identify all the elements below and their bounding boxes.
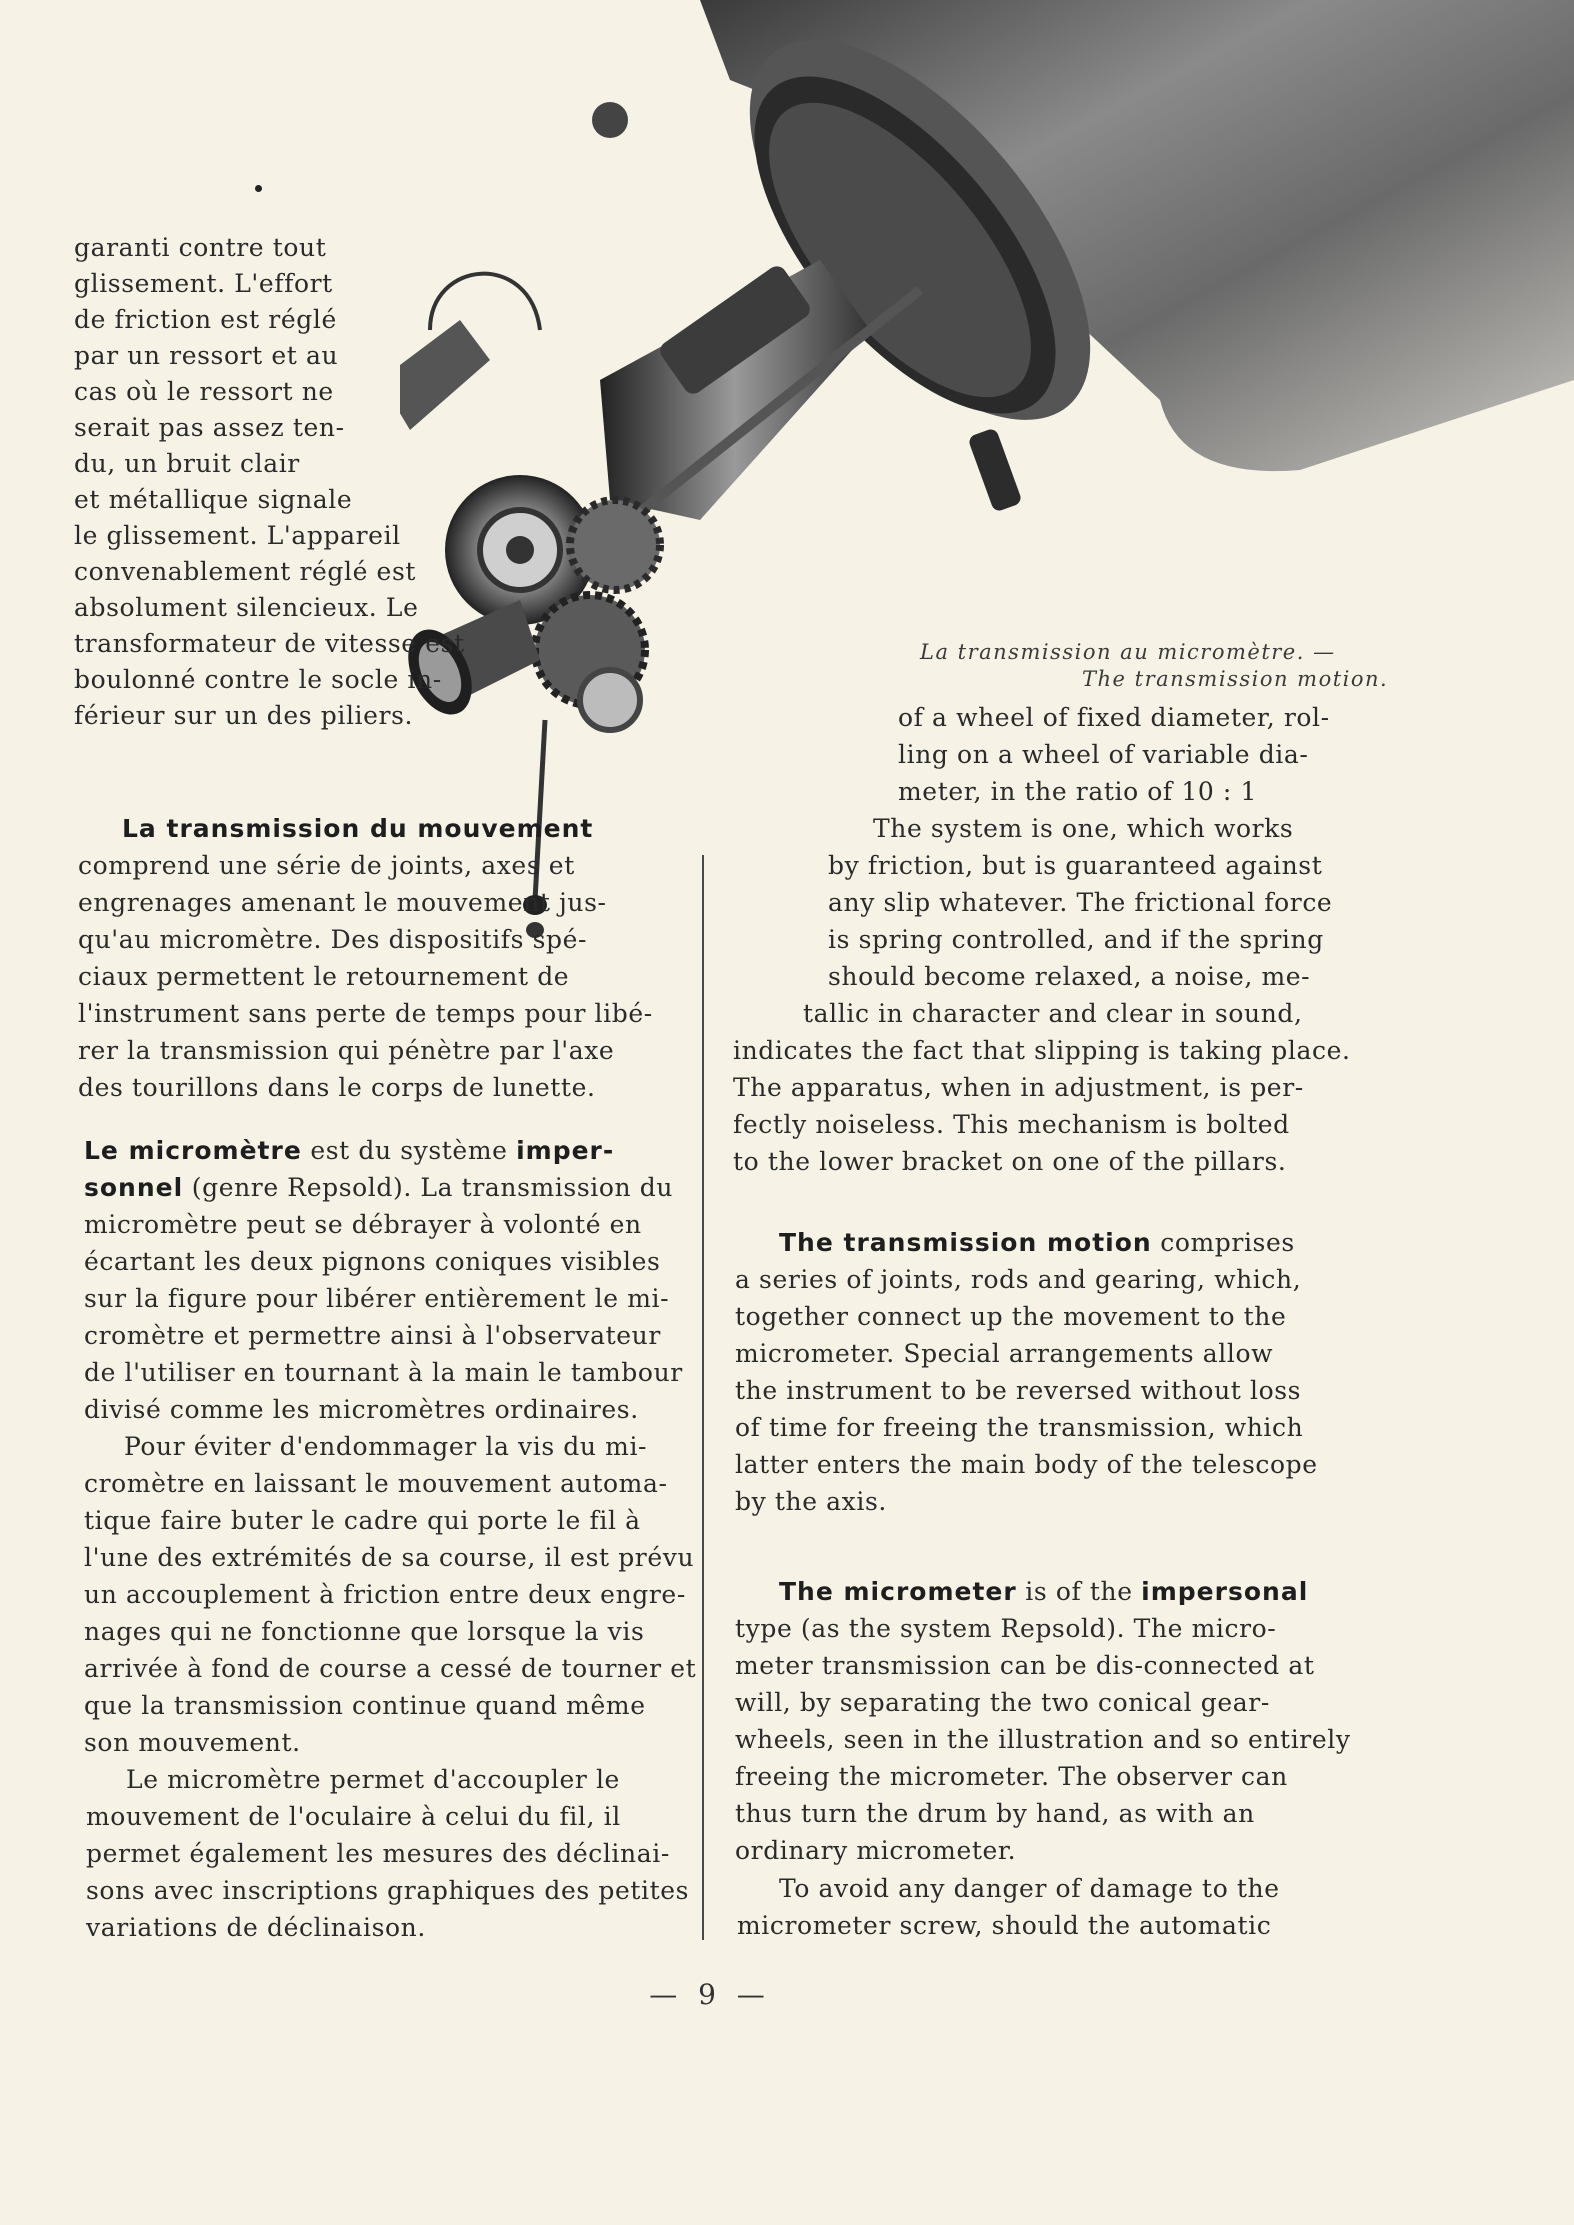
text-line: arrivée à fond de course a cessé de tourner et: [84, 1654, 697, 1683]
inline-heading: The micrometer: [779, 1577, 1017, 1606]
text-line: ciaux permettent le retournement de: [78, 962, 570, 991]
text-line: sons avec inscriptions graphiques des petites: [86, 1876, 690, 1905]
text-line: by the axis.: [735, 1487, 887, 1516]
text-line: of time for freeing the transmission, which: [735, 1413, 1304, 1442]
print-mark: [255, 185, 262, 192]
text-line: que la transmission continue quand même: [84, 1691, 646, 1720]
text-line: divisé comme les micromètres ordinaires.: [84, 1395, 639, 1424]
text-line: latter enters the main body of the telescope: [735, 1450, 1318, 1479]
text-line: [84, 1170, 673, 1206]
figure-caption-fr: La transmission au micromètre. —: [920, 640, 1336, 664]
text-line: meter transmission can be dis-connected at: [735, 1651, 1315, 1680]
text-line: is spring controlled, and if the spring: [828, 925, 1324, 954]
text-line: should become relaxed, a noise, me-: [828, 962, 1311, 991]
text-line: To avoid any danger of damage to the: [779, 1874, 1280, 1903]
text-line: [84, 1133, 614, 1169]
text-line: cas où le ressort ne: [74, 377, 334, 406]
text-line: Le micromètre permet d'accoupler le: [126, 1765, 620, 1794]
text-line: together connect up the movement to the: [735, 1302, 1287, 1331]
text-line: écartant les deux pignons coniques visibles: [84, 1247, 661, 1276]
text-line: cromètre et permettre ainsi à l'observateur: [84, 1321, 661, 1350]
text-line: a series of joints, rods and gearing, which,: [735, 1265, 1302, 1294]
text-line: absolument silencieux. Le: [74, 593, 419, 622]
text-line: The apparatus, when in adjustment, is per-: [733, 1073, 1304, 1102]
column-divider: [702, 855, 704, 1940]
text-line: et métallique signale: [74, 485, 353, 514]
text-line: mouvement de l'oculaire à celui du fil, il: [86, 1802, 621, 1831]
text-line: par un ressort et au: [74, 341, 339, 370]
text-line: Pour éviter d'endommager la vis du mi-: [124, 1432, 648, 1461]
text-line: of a wheel of fixed diameter, rol-: [898, 703, 1330, 732]
figure-caption-en: The transmission motion.: [1082, 667, 1389, 691]
text-line: sur la figure pour libérer entièrement le mi-: [84, 1284, 670, 1313]
text-line: indicates the fact that slipping is taking place.: [733, 1036, 1351, 1065]
text-line: qu'au micromètre. Des dispositifs spé-: [78, 925, 588, 954]
text-line: micrometer. Special arrangements allow: [735, 1339, 1274, 1368]
text-line: de friction est réglé: [74, 305, 337, 334]
text-line: will, by separating the two conical gear-: [735, 1688, 1270, 1717]
text-line: engrenages amenant le mouvement jus-: [78, 888, 607, 917]
text-line: des tourillons dans le corps de lunette.: [78, 1073, 596, 1102]
text-line: de l'utiliser en tournant à la main le tambour: [84, 1358, 683, 1387]
text-line: férieur sur un des piliers.: [74, 701, 414, 730]
text-line: transformateur de vitesse est: [74, 629, 465, 658]
text-line: [779, 1225, 1295, 1261]
text-line: the instrument to be reversed without loss: [735, 1376, 1302, 1405]
inline-text: comprises: [1151, 1228, 1295, 1257]
text-line: ordinary micrometer.: [735, 1836, 1017, 1865]
inline-text: (genre Repsold). La transmission du: [183, 1173, 674, 1202]
text-line: glissement. L'effort: [74, 269, 333, 298]
inline-text: is of the: [1016, 1577, 1142, 1606]
text-line: nages qui ne fonctionne que lorsque la vis: [84, 1617, 645, 1646]
text-line: type (as the system Repsold). The micro-: [735, 1614, 1277, 1643]
inline-text: est du système: [301, 1136, 517, 1165]
text-line: serait pas assez ten-: [74, 413, 345, 442]
section-heading: La transmission du mouvement: [122, 814, 594, 843]
text-line: micrometer screw, should the automatic: [737, 1911, 1272, 1940]
text-line: to the lower bracket on one of the pillars.: [733, 1147, 1287, 1176]
text-line: The system is one, which works: [873, 814, 1294, 843]
text-line: rer la transmission qui pénètre par l'axe: [78, 1036, 615, 1065]
text-line: thus turn the drum by hand, as with an: [735, 1799, 1255, 1828]
text-line: meter, in the ratio of 10 : 1: [898, 777, 1257, 806]
text-line: fectly noiseless. This mechanism is bolted: [733, 1110, 1290, 1139]
text-line: convenablement réglé est: [74, 557, 417, 586]
text-line: tique faire buter le cadre qui porte le fil à: [84, 1506, 641, 1535]
text-line: wheels, seen in the illustration and so entirely: [735, 1725, 1351, 1754]
text-line: any slip whatever. The frictional force: [828, 888, 1333, 917]
text-line: l'une des extrémités de sa course, il est prévu: [84, 1543, 695, 1572]
text-line: l'instrument sans perte de temps pour libé-: [78, 999, 653, 1028]
inline-heading: sonnel: [84, 1173, 184, 1202]
text-line: [779, 1574, 1308, 1610]
inline-heading: imper-: [516, 1136, 615, 1165]
inline-heading: impersonal: [1141, 1577, 1309, 1606]
text-line: freeing the micrometer. The observer can: [735, 1762, 1288, 1791]
text-line: comprend une série de joints, axes et: [78, 851, 575, 880]
text-line: permet également les mesures des déclinai-: [86, 1839, 670, 1868]
inline-heading: The transmission motion: [779, 1228, 1152, 1257]
text-line: cromètre en laissant le mouvement automa-: [84, 1469, 668, 1498]
text-line: boulonné contre le socle in-: [74, 665, 442, 694]
inline-heading: Le micromètre: [84, 1136, 302, 1165]
text-line: micromètre peut se débrayer à volonté en: [84, 1210, 642, 1239]
text-line: son mouvement.: [84, 1728, 301, 1757]
text-line: le glissement. L'appareil: [74, 521, 401, 550]
text-line: variations de déclinaison.: [86, 1913, 426, 1942]
page-number: — 9 —: [649, 1978, 771, 2011]
text-line: by friction, but is guaranteed against: [828, 851, 1323, 880]
text-line: du, un bruit clair: [74, 449, 300, 478]
text-line: tallic in character and clear in sound,: [803, 999, 1303, 1028]
text-line: un accouplement à friction entre deux engre-: [84, 1580, 686, 1609]
text-line: ling on a wheel of variable dia-: [898, 740, 1309, 769]
text-line: garanti contre tout: [74, 233, 327, 262]
